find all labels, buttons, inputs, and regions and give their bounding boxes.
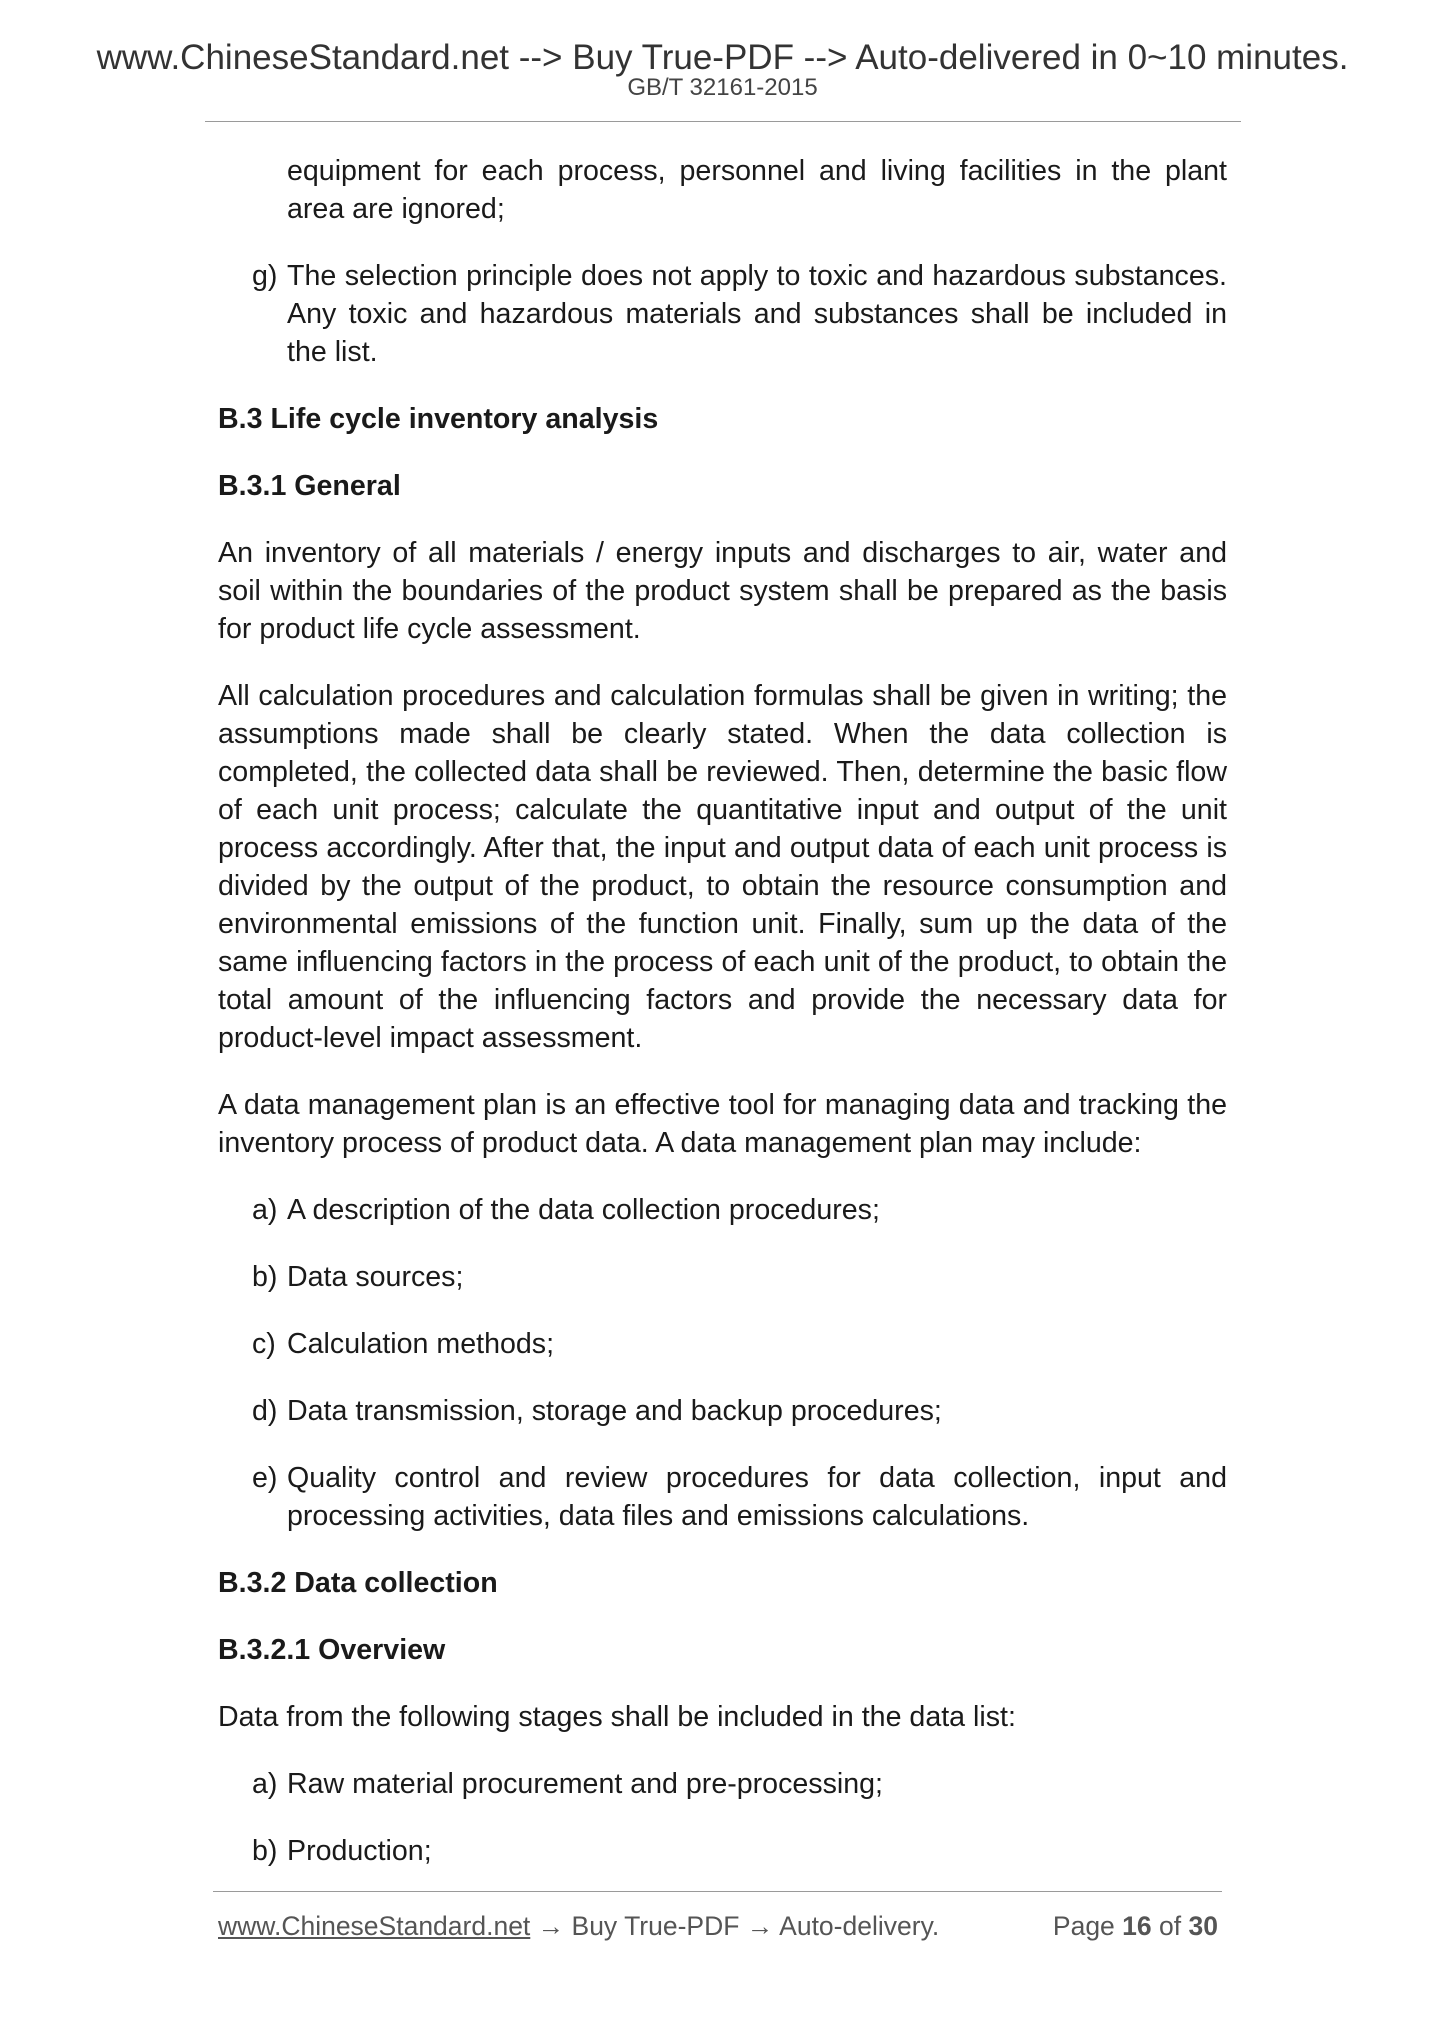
footer-tagline: → Buy True-PDF → Auto-delivery. bbox=[530, 1911, 940, 1941]
list-item-stage-a bbox=[218, 1765, 1227, 1803]
page-number: 16 bbox=[1122, 1911, 1152, 1941]
list-marker: g) bbox=[252, 260, 278, 292]
list-item-text: Quality control and review procedures for data collection, input and processing activities, data files and emissions calculations. bbox=[287, 1462, 1227, 1532]
paragraph-data-plan: A data management plan is an effective tool for managing data and tracking the inventory process of product data. A data management plan may include: bbox=[218, 1089, 1227, 1159]
page-total: 30 bbox=[1188, 1911, 1218, 1941]
list-marker: b) bbox=[252, 1261, 278, 1293]
section-heading-b321: B.3.2.1 Overview bbox=[218, 1634, 446, 1666]
paragraph-stages: Data from the following stages shall be included in the data list: bbox=[218, 1701, 1016, 1733]
header-banner: www.ChineseStandard.net --> Buy True-PDF --> Auto-delivered in 0~10 minutes. bbox=[96, 38, 1349, 77]
list-item-text: equipment for each process, personnel and living facilities in the plant area are ignored; bbox=[287, 155, 1227, 225]
paragraph-procedures: All calculation procedures and calculation formulas shall be given in writing; the assumptions made shall be clearly stated. When the data collection is completed, the collected data shall be reviewed. Then, determine the basic flow of each unit process; calculate the quantitative input and output of the unit process accordingly. After that, the input and output data of each unit process is divided by the output of the product, to obtain the resource consumption and environmental emissions of the function unit. Finally, sum up the data of the same influencing factors in the process of each unit of the product, to obtain the total amount of the influencing factors and provide the necessary data for product-level impact assessment. bbox=[218, 680, 1227, 1054]
list-marker: b) bbox=[252, 1835, 278, 1867]
page-content bbox=[218, 152, 1227, 1899]
list-item-plan-a bbox=[218, 1191, 1227, 1229]
section-heading-b32: B.3.2 Data collection bbox=[218, 1567, 498, 1599]
footer-site-link[interactable]: www.ChineseStandard.net bbox=[218, 1911, 531, 1941]
list-item-text: Production; bbox=[287, 1835, 432, 1867]
document-code: GB/T 32161-2015 bbox=[627, 74, 818, 101]
header-divider bbox=[205, 121, 1241, 122]
list-item-text: Data transmission, storage and backup procedures; bbox=[287, 1395, 942, 1427]
page-word: Page bbox=[1052, 1911, 1115, 1941]
list-item-plan-d bbox=[218, 1392, 1227, 1430]
list-item-text: Data sources; bbox=[287, 1261, 464, 1293]
list-marker: a) bbox=[252, 1768, 278, 1800]
list-marker: d) bbox=[252, 1395, 278, 1427]
list-item-text: The selection principle does not apply to toxic and hazardous substances. Any toxic and hazardous materials and substances shall be included in the list. bbox=[287, 260, 1227, 368]
list-marker: c) bbox=[252, 1328, 276, 1360]
section-heading-b3: B.3 Life cycle inventory analysis bbox=[218, 403, 659, 435]
footer-divider bbox=[213, 1891, 1222, 1892]
section-heading-b31: B.3.1 General bbox=[218, 470, 401, 502]
list-item-g bbox=[218, 257, 1227, 371]
list-item-stage-b bbox=[218, 1832, 1227, 1870]
list-item-plan-e bbox=[218, 1459, 1227, 1535]
list-item-continuation bbox=[218, 152, 1227, 228]
list-marker: a) bbox=[252, 1194, 278, 1226]
page-indicator bbox=[1053, 1911, 1218, 1942]
list-item-text: A description of the data collection procedures; bbox=[287, 1194, 880, 1226]
list-item-plan-b bbox=[218, 1258, 1227, 1296]
of-word: of bbox=[1159, 1911, 1182, 1941]
paragraph-inventory: An inventory of all materials / energy inputs and discharges to air, water and soil within the boundaries of the product system shall be prepared as the basis for product life cycle assessment. bbox=[218, 537, 1227, 645]
list-item-plan-c bbox=[218, 1325, 1227, 1363]
page-footer bbox=[218, 1911, 1218, 1942]
list-item-text: Raw material procurement and pre-processing; bbox=[287, 1768, 883, 1800]
list-item-text: Calculation methods; bbox=[287, 1328, 555, 1360]
list-marker: e) bbox=[252, 1462, 278, 1494]
